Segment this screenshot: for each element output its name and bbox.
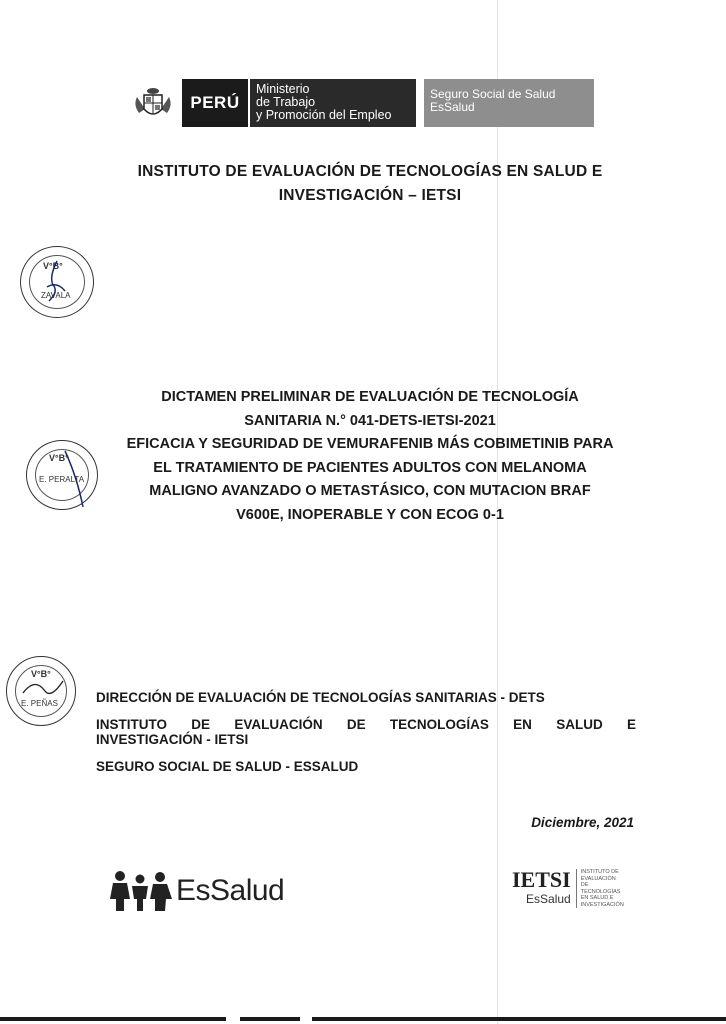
ministry-line: y Promoción del Empleo [256, 108, 392, 122]
institute-name-cont: INVESTIGACIÓN - IETSI [96, 732, 249, 747]
essalud-logo [110, 866, 284, 916]
ietsi-wordmark: IETSI [512, 867, 571, 892]
approval-stamp [20, 246, 94, 318]
dictamen-line: DICTAMEN PRELIMINAR DE EVALUACIÓN DE TECNOLOGÍA [161, 389, 579, 405]
direction-name: DIRECCIÓN DE EVALUACIÓN DE TECNOLOGÍAS SANITARIAS - DETS [96, 690, 545, 705]
agency-line: Seguro Social de Salud [430, 87, 556, 101]
institute-title-line: INSTITUTO DE EVALUACIÓN DE TECNOLOGÍAS EN SALUD E [137, 163, 603, 180]
stamp-label: V°B° [43, 261, 63, 271]
dictamen-line: MALIGNO AVANZADO O METASTÁSICO, CON MUTACION BRAF [149, 483, 591, 499]
dictamen-line: EL TRATAMIENTO DE PACIENTES ADULTOS CON MELANOMA [153, 459, 587, 476]
dictamen-line: V600E, INOPERABLE Y CON ECOG 0-1 [236, 506, 504, 523]
stamp-name: E. PERALTA [39, 475, 85, 484]
essalud-wordmark: EsSalud [176, 874, 285, 907]
institute-title-line: INVESTIGACIÓN – IETSI [278, 187, 462, 204]
government-header [124, 79, 606, 127]
institute-name: INSTITUTO DE EVALUACIÓN DE TECNOLOGÍAS EN SALUD E [96, 717, 636, 732]
ietsi-caption: INSTITUTO DE EVALUACIÓN DE TECNOLOGÍAS EN SALUD E INVESTIGACIÓN [576, 869, 625, 908]
stamp-name: ZAVALA [41, 291, 71, 300]
signature-icon [57, 447, 97, 511]
coat-of-arms-icon [124, 79, 182, 127]
peru-label: PERÚ [182, 79, 248, 127]
dictamen-line: EFICACIA Y SEGURIDAD DE VEMURAFENIB MÁS COBIMETINIB PARA [126, 436, 614, 452]
stamp-label: V°B° [49, 453, 69, 463]
dictamen-title [100, 386, 640, 527]
ministry-line: Ministerio [256, 82, 310, 96]
bottom-scan-edge [0, 1017, 726, 1021]
ietsi-logo [512, 869, 625, 908]
ietsi-sub-wordmark: EsSalud [526, 892, 571, 906]
agency-line: EsSalud [430, 100, 475, 114]
stamp-label: V°B° [31, 669, 51, 679]
stamp-name: E. PEÑAS [21, 699, 58, 708]
ministry-line: de Trabajo [256, 95, 316, 109]
approval-stamp [6, 656, 76, 726]
direction-block [96, 690, 636, 786]
institute-title [80, 160, 660, 208]
agency-label [424, 79, 594, 127]
family-figures-icon [110, 869, 172, 913]
signature-icon [21, 673, 65, 703]
essalud-name: SEGURO SOCIAL DE SALUD - ESSALUD [96, 759, 359, 774]
dictamen-line: SANITARIA N.° 041-DETS-IETSI-2021 [244, 412, 496, 429]
signature-icon [35, 257, 75, 307]
ministry-label [248, 79, 416, 127]
document-date: Diciembre, 2021 [531, 815, 634, 830]
approval-stamp [26, 440, 98, 510]
